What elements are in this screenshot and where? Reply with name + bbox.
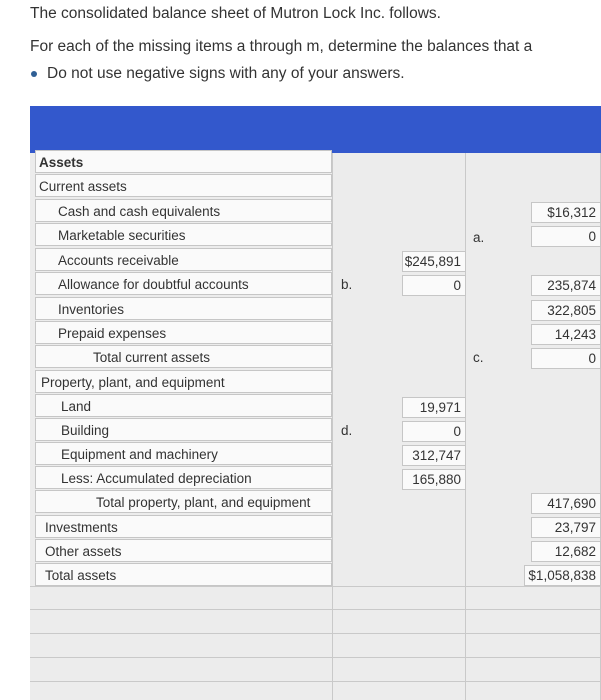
question-instructions: For each of the missing items a through m, determine the balances that a [30,38,533,55]
assets-heading: Assets [35,150,332,173]
amount-net-receivables: 235,874 [547,278,596,293]
missing-letter-c: c. [473,350,484,365]
question-title: The consolidated balance sheet of Mutron Lock Inc. follows. [30,5,441,22]
table-header-bar [30,106,601,153]
ppe-heading: Property, plant, and equipment [35,370,332,393]
row-label-equipment: Equipment and machinery [35,442,332,465]
amount-inventories: 322,805 [547,303,596,318]
row-label-building: Building [35,418,332,441]
amount-investments: 23,797 [554,520,596,535]
row-label-marketable-securities: Marketable securities [35,223,332,246]
amount-total-assets: $1,058,838 [528,568,596,583]
amount-accumulated-depreciation: 165,880 [412,472,461,487]
missing-letter-d: d. [341,423,353,438]
amount-cash: $16,312 [547,205,596,220]
missing-letter-b: b. [341,277,353,292]
row-label-total-ppe: Total property, plant, and equipment [35,490,332,513]
instruction-bullet: Do not use negative signs with any of your answers. [47,65,405,82]
amount-total-current-assets: 0 [588,351,596,366]
row-label-total-current-assets: Total current assets [35,345,332,368]
row-label-accounts-receivable: Accounts receivable [35,248,332,271]
row-label-cash: Cash and cash equivalents [35,199,332,222]
amount-equipment: 312,747 [412,448,461,463]
row-label-prepaid: Prepaid expenses [35,321,332,344]
amount-prepaid: 14,243 [554,327,596,342]
row-label-land: Land [35,394,332,417]
amount-total-ppe: 417,690 [547,496,596,511]
row-label-total-assets: Total assets [35,563,332,586]
row-label-inventories: Inventories [35,297,332,320]
row-label-accumulated-depreciation: Less: Accumulated depreciation [35,466,332,489]
row-label-allowance: Allowance for doubtful accounts [35,272,332,295]
amount-allowance: 0 [453,278,461,293]
amount-land: 19,971 [419,400,461,415]
amount-building: 0 [453,424,461,439]
current-assets-heading: Current assets [35,174,332,197]
row-label-investments: Investments [35,515,332,538]
row-label-other-assets: Other assets [35,539,332,562]
amount-other-assets: 12,682 [554,544,596,559]
amount-marketable-securities: 0 [588,229,596,244]
missing-letter-a: a. [473,230,485,245]
bullet-icon [31,71,37,77]
amount-ar-gross: $245,891 [404,254,461,269]
